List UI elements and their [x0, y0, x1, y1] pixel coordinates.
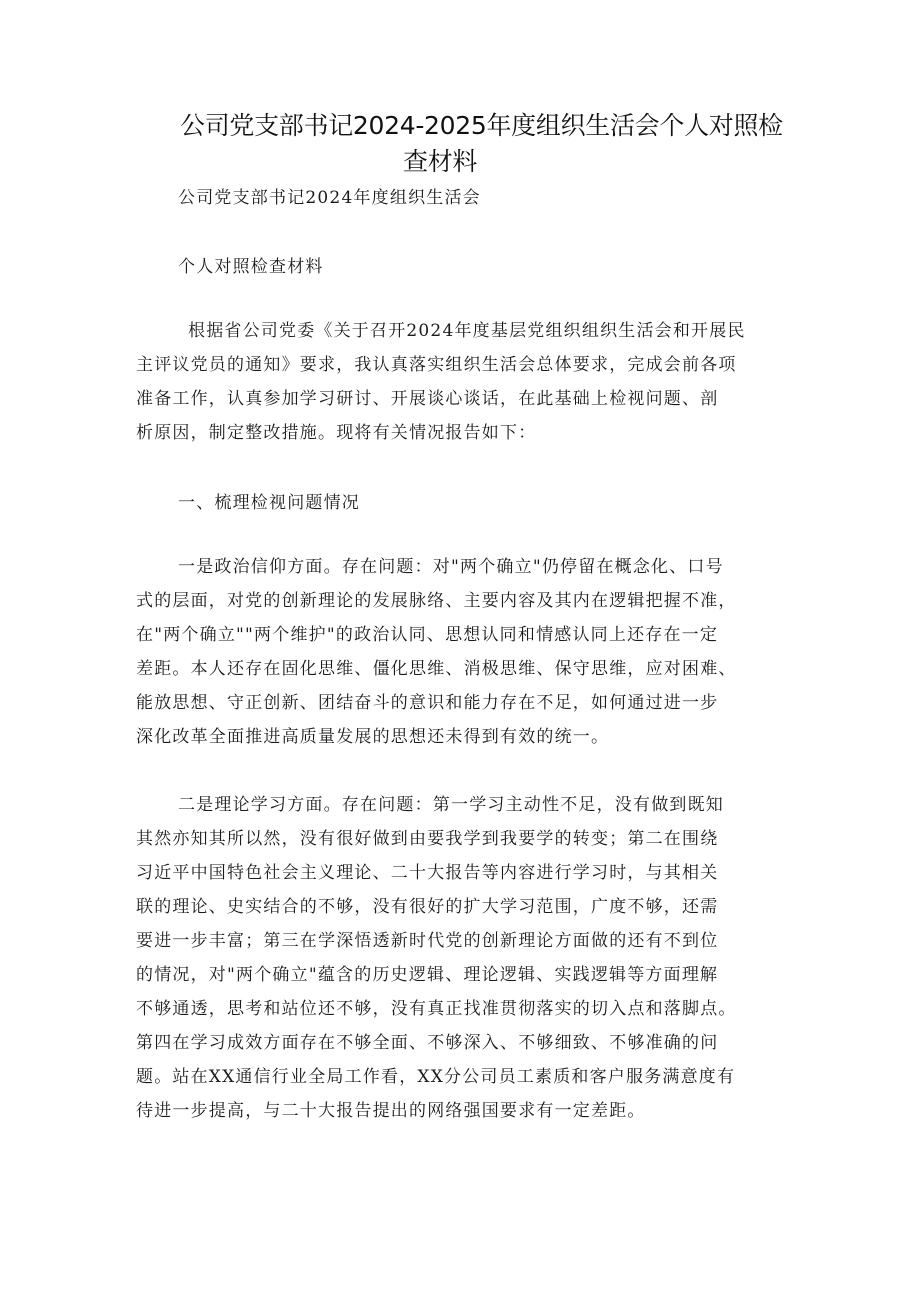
intro-paragraph: [136, 314, 786, 450]
paragraph-line: 二是理论学习方面。存在问题：第一学习主动性不足，没有做到既知: [178, 795, 724, 815]
intro-line: 析原因，制定整改措施。现将有关情况报告如下：: [136, 423, 537, 443]
paragraph-line: 习近平中国特色社会主义理论、二十大报告等内容进行学习时，与其相关: [136, 863, 719, 883]
section-heading: 一、梳理检视问题情况: [178, 493, 360, 513]
title-line-1: 公司党支部书记2024-2025年度组织生活会个人对照检: [180, 111, 783, 140]
paragraph-line: 其然亦知其所以然，没有很好做到由要我学到我要学的转变；第二在围绕: [136, 829, 719, 849]
paragraph-line: 深化改革全面推进高质量发展的思想还未得到有效的统一。: [136, 727, 610, 747]
paragraph-line: 不够通透，思考和站位还不够，没有真正找准贯彻落实的切入点和落脚点。: [136, 999, 737, 1019]
paragraph-line: 要进一步丰富；第三在学深悟透新时代党的创新理论方面做的还有不到位: [136, 931, 719, 951]
paragraph-line: 能放思想、守正创新、团结奋斗的意识和能力存在不足，如何通过进一步: [136, 693, 719, 713]
paragraph-line: 题。站在XX通信行业全局工作看，XX分公司员工素质和客户服务满意度有: [136, 1067, 736, 1087]
paragraph-line: 待进一步提高，与二十大报告提出的网络强国要求有一定差距。: [136, 1101, 646, 1121]
document-title: [180, 108, 790, 180]
paragraph-political-belief: [136, 550, 786, 754]
paragraph-line: 在"两个确立""两个维护"的政治认同、思想认同和情感认同上还存在一定: [136, 625, 719, 645]
intro-line: 主评议党员的通知》要求，我认真落实组织生活会总体要求，完成会前各项: [136, 355, 737, 375]
intro-line: 准备工作，认真参加学习研讨、开展谈心谈话，在此基础上检视问题、剖: [136, 389, 719, 409]
paragraph-line: 差距。本人还存在固化思维、僵化思维、消极思维、保守思维，应对困难、: [136, 659, 737, 679]
title-line-2: 查材料: [403, 147, 478, 176]
paragraph-theory-study: [136, 788, 786, 1128]
subtitle-line-2: 个人对照检查材料: [178, 257, 324, 277]
intro-line: 根据省公司党委《关于召开2024年度基层党组织组织生活会和开展民: [188, 321, 746, 341]
paragraph-line: 式的层面，对党的创新理论的发展脉络、主要内容及其内在逻辑把握不准，: [136, 591, 737, 611]
subtitle-line-1: 公司党支部书记2024年度组织生活会: [178, 188, 481, 208]
paragraph-line: 一是政治信仰方面。存在问题：对"两个确立"仍停留在概念化、口号: [178, 557, 724, 577]
paragraph-line: 第四在学习成效方面存在不够全面、不够深入、不够细致、不够准确的问: [136, 1033, 719, 1053]
paragraph-line: 联的理论、史实结合的不够，没有很好的扩大学习范围，广度不够，还需: [136, 897, 719, 917]
paragraph-line: 的情况，对"两个确立"蕴含的历史逻辑、理论逻辑、实践逻辑等方面理解: [136, 965, 719, 985]
